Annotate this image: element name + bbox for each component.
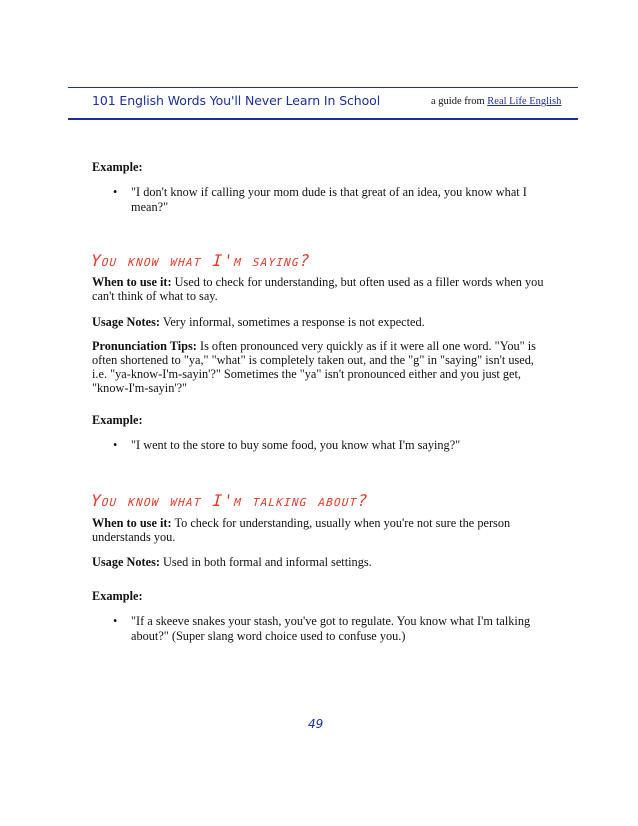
when-to-use: When to use it: To check for understanding, usually when you're not sure the person understands you. xyxy=(92,516,511,544)
header-rule-bottom xyxy=(68,118,578,120)
usage-notes: Usage Notes: Very informal, sometimes a response is not expected. xyxy=(92,315,425,329)
bullet-icon: • xyxy=(113,614,118,628)
page-number: 49 xyxy=(308,717,324,731)
section-heading: You know what I'm saying? xyxy=(90,251,312,270)
book-title: 101 English Words You'll Never Learn In School xyxy=(92,93,381,108)
example-sentence: "I don't know if calling your mom dude is that great of an idea, you know what I mean?" xyxy=(131,185,527,214)
example-sentence: "I went to the store to buy some food, you know what I'm saying?" xyxy=(131,438,461,452)
bullet-icon: • xyxy=(113,438,118,452)
example-label: Example: xyxy=(92,413,143,427)
guide-credit xyxy=(431,96,561,107)
example-label: Example: xyxy=(92,589,143,603)
real-life-english-link[interactable]: Real Life English xyxy=(487,96,562,107)
usage-notes: Usage Notes: Used in both formal and informal settings. xyxy=(92,555,372,569)
header-rule-top xyxy=(68,87,578,88)
guide-prefix: a guide from xyxy=(431,96,485,107)
pronunciation-tips: Pronunciation Tips: Is often pronounced very quickly as if it were all one word. "You" is often shortened to "ya," "what" is completely taken out, and the "g" in "saying" isn't used, i.e. "ya-know-I'm-sayin'?" Sometimes the "ya" isn't pronounced either and you just get, "know-I'm-sayin'?" xyxy=(92,339,536,395)
example-label: Example: xyxy=(92,160,143,174)
when-to-use: When to use it: Used to check for understanding, but often used as a filler words when you can't think of what to say. xyxy=(92,275,544,303)
example-sentence: "If a skeeve snakes your stash, you've got to regulate. You know what I'm talking about?" (Super slang word choice used to confuse you.) xyxy=(131,614,531,643)
bullet-icon: • xyxy=(113,185,118,199)
section-heading: You know what I'm talking about? xyxy=(90,491,370,510)
